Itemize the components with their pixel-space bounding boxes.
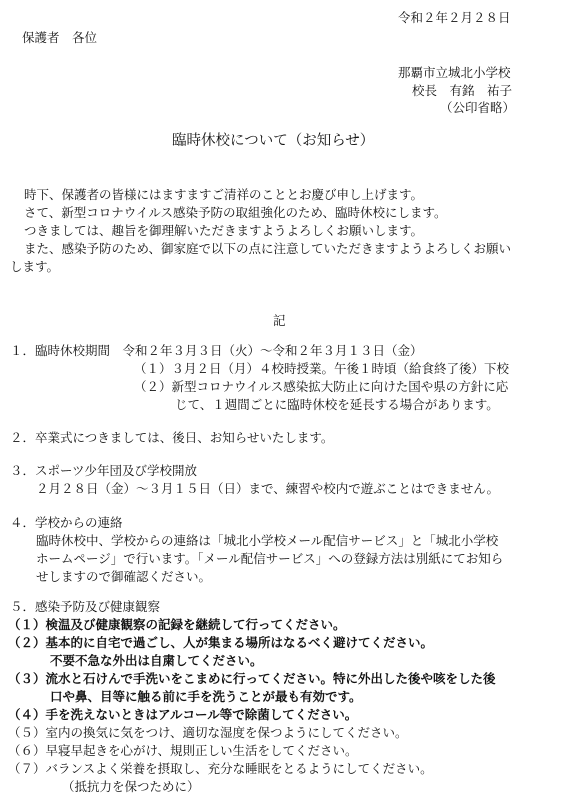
health-item: （７）バランスよく栄養を摂取し、充分な睡眠をとるようにしてください。 (8, 761, 433, 776)
section2-heading: ２．卒業式につきましては、後日、お知らせいたします。 (10, 430, 334, 445)
section4-body-line: せしますので御確認ください。 (36, 569, 212, 584)
document-title: 臨時休校について（お知らせ） (172, 133, 375, 149)
section1-line: じて、１週間ごとに臨時休校を延長する場合があります。 (175, 397, 499, 412)
intro-line: さて、新型コロナウイルス感染予防の取組強化のため、臨時休校にします。 (24, 205, 447, 220)
school-name: 那覇市立城北小学校 (398, 65, 511, 80)
health-item: （３）流水と石けんで手洗いをこまめに行ってください。特に外出した後や咳をした後 (8, 671, 496, 686)
section3-heading: ３．スポーツ少年団及び学校開放 (10, 463, 198, 478)
intro-line: 時下、保護者の皆様にはますますご清祥のこととお慶び申し上げます。 (24, 187, 424, 202)
health-item-continuation: （抵抗力を保つために） (62, 779, 200, 794)
principal-name: 校長 有銘 祐子 (412, 83, 513, 98)
date: 令和２年２月２８日 (398, 10, 511, 25)
ki-marker: 記 (273, 313, 286, 328)
section5-heading: ５．感染予防及び健康観察 (10, 599, 161, 614)
section1-heading: １．臨時休校期間 令和２年３月３日（火）～令和２年３月１３日（金） (10, 343, 423, 358)
section4-body-line: 臨時休校中、学校からの連絡は「城北小学校メール配信サービス」と「城北小学校 (36, 533, 499, 548)
intro-line: します。 (10, 259, 60, 274)
recipient: 保護者 各位 (22, 30, 98, 45)
health-item: （６）早寝早起きを心がけ、規則正しい生活をしてください。 (8, 743, 358, 758)
health-item: （２）基本的に自宅で過ごし、人が集まる場所はなるべく避けてください。 (8, 635, 434, 650)
health-item-continuation: 不要不急な外出は自粛してください。 (50, 653, 263, 668)
health-item: （５）室内の換気に気をつけ、適切な湿度を保つようにしてください。 (8, 725, 408, 740)
section4-heading: ４．学校からの連絡 (10, 515, 123, 530)
health-item: （１）検温及び健康観察の記録を継続して行ってください。 (8, 617, 346, 632)
health-item-continuation: 口や鼻、目等に触る前に手を洗うことが最も有効です。 (50, 689, 362, 704)
section3-body: ２月２８日（金）～３月１５日（日）まで、練習や校内で遊ぶことはできません。 (36, 481, 500, 496)
section1-line: （１）３月２日（月）４校時授業。午後１時頃（給食終了後）下校 (134, 361, 510, 376)
seal-note: （公印省略） (440, 100, 516, 115)
health-item: （４）手を洗えないときはアルコール等で除菌してください。 (8, 707, 358, 722)
section1-line: （２）新型コロナウイルス感染拡大防止に向けた国や県の方針に応 (134, 379, 509, 394)
intro-line: また、感染予防のため、御家庭で以下の点に注意していただきますようよろしくお願い (24, 241, 512, 256)
section4-body-line: ホームページ」で行います。「メール配信サービス」への登録方法は別紙にてお知ら (36, 551, 504, 566)
intro-line: つきましては、趣旨を御理解いただきますようよろしくお願いします。 (24, 223, 424, 238)
